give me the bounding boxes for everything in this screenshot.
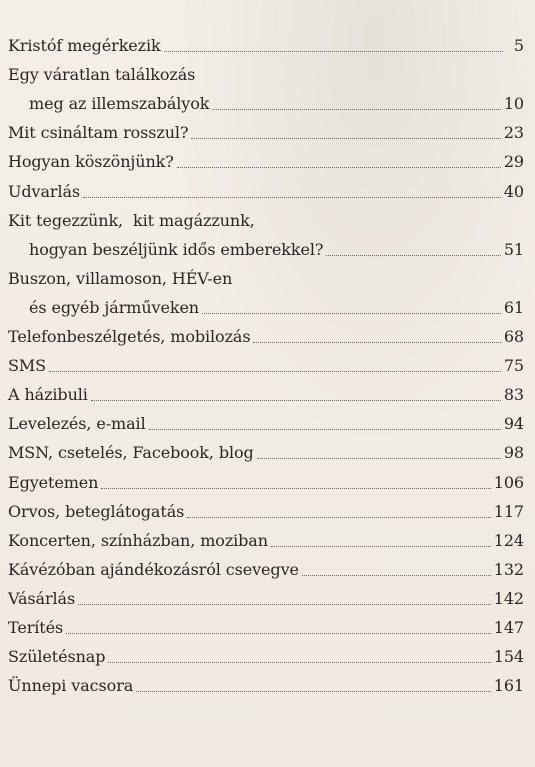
- toc-entry-title: Vásárlás: [8, 588, 76, 608]
- dot-leader: [108, 661, 490, 663]
- toc-entry: [8, 376, 524, 405]
- dot-leader: [202, 312, 501, 314]
- toc-entry: [8, 114, 524, 143]
- toc-entry: [8, 347, 524, 376]
- toc-entry: [8, 667, 524, 696]
- dot-leader: [101, 487, 490, 489]
- toc-entry-title: Mit csináltam rosszul?: [8, 123, 189, 143]
- toc-entry-page: 106: [493, 472, 524, 492]
- toc-entry-page: 154: [493, 647, 524, 667]
- dot-leader: [212, 108, 500, 110]
- toc-entry-title: Születésnap: [8, 647, 106, 667]
- toc-entry: [8, 143, 524, 172]
- toc-entry-title: MSN, csetelés, Facebook, blog: [8, 443, 254, 463]
- toc-entry-title: hogyan beszéljünk idős emberekkel?: [29, 239, 324, 259]
- toc-entry-title: Buszon, villamoson, HÉV-en: [8, 268, 233, 288]
- toc-entry: [8, 85, 524, 114]
- toc-entry: [8, 56, 524, 85]
- dot-leader: [91, 399, 501, 401]
- toc-entry: [8, 580, 524, 609]
- toc-entry-page: 40: [503, 181, 524, 201]
- toc-entry-page: 51: [503, 239, 524, 259]
- toc-entry: [8, 405, 524, 434]
- dot-leader: [78, 603, 491, 605]
- toc-entry: [8, 493, 524, 522]
- dot-leader: [326, 254, 500, 256]
- toc-entry-page: 161: [493, 676, 524, 696]
- toc-entry-page: 124: [493, 530, 524, 550]
- toc-entry-page: 98: [503, 443, 524, 463]
- toc-entry-title: Ünnepi vacsora: [8, 676, 134, 696]
- toc-entry-title: Egy váratlan találkozás: [8, 65, 196, 85]
- toc-entry-title: Telefonbeszélgetés, mobilozás: [8, 327, 251, 347]
- dot-leader: [271, 545, 491, 547]
- toc-entry-page: 117: [493, 501, 524, 521]
- toc-entry-title: A házibuli: [8, 385, 88, 405]
- toc-entry: [8, 638, 524, 667]
- toc-entry-title: Udvarlás: [8, 181, 81, 201]
- toc-entry: [8, 434, 524, 463]
- toc-entry-title: Orvos, beteglátogatás: [8, 501, 185, 521]
- toc-entry-title: Egyetemen: [8, 472, 99, 492]
- dot-leader: [257, 457, 501, 459]
- dot-leader: [302, 574, 491, 576]
- toc-entry-page: 142: [493, 588, 524, 608]
- toc-entry-page: 61: [503, 297, 524, 317]
- toc-entry-page: 23: [503, 123, 524, 143]
- toc-entry-title: Terítés: [8, 617, 64, 637]
- toc-entry-title: SMS: [8, 356, 47, 376]
- toc-entry-title: Levelezés, e-mail: [8, 414, 146, 434]
- toc-entry: [8, 231, 524, 260]
- toc-entry: [8, 463, 524, 492]
- dot-leader: [136, 690, 491, 692]
- toc-entry-title: Kávézóban ajándékozásról csevegve: [8, 559, 299, 579]
- toc-entry-title: és egyéb járműveken: [29, 297, 200, 317]
- toc-entry-page: 75: [503, 356, 524, 376]
- toc-entry: [8, 289, 524, 318]
- toc-entry: [8, 551, 524, 580]
- toc-entry: [8, 27, 524, 56]
- toc-entry: [8, 318, 524, 347]
- toc-entry-title: Koncerten, színházban, moziban: [8, 530, 268, 550]
- toc-entry: [8, 172, 524, 201]
- dot-leader: [164, 50, 503, 52]
- dot-leader: [66, 632, 491, 634]
- toc-entry-page: 83: [503, 385, 524, 405]
- toc-entry-page: 94: [503, 414, 524, 434]
- toc-entry-title: meg az illemszabályok: [29, 94, 210, 114]
- toc-entry-page: 29: [503, 152, 524, 172]
- table-of-contents: [8, 27, 524, 696]
- toc-entry: [8, 202, 524, 231]
- dot-leader: [187, 516, 490, 518]
- dot-leader: [83, 196, 501, 198]
- toc-entry-page: 10: [503, 94, 524, 114]
- toc-entry: [8, 609, 524, 638]
- toc-entry-page: 147: [493, 617, 524, 637]
- dot-leader: [177, 166, 501, 168]
- toc-entry-title: Kristóf megérkezik: [8, 36, 161, 56]
- toc-entry: [8, 522, 524, 551]
- toc-entry-page: 5: [513, 36, 524, 56]
- dot-leader: [191, 137, 500, 139]
- toc-entry-title: Hogyan köszönjünk?: [8, 152, 174, 172]
- toc-entry-page: 68: [503, 327, 524, 347]
- toc-entry-title: Kit tegezzünk, kit magázzunk,: [8, 210, 255, 230]
- toc-entry-page: 132: [493, 559, 524, 579]
- dot-leader: [49, 370, 501, 372]
- dot-leader: [253, 341, 500, 343]
- toc-entry: [8, 260, 524, 289]
- dot-leader: [149, 428, 501, 430]
